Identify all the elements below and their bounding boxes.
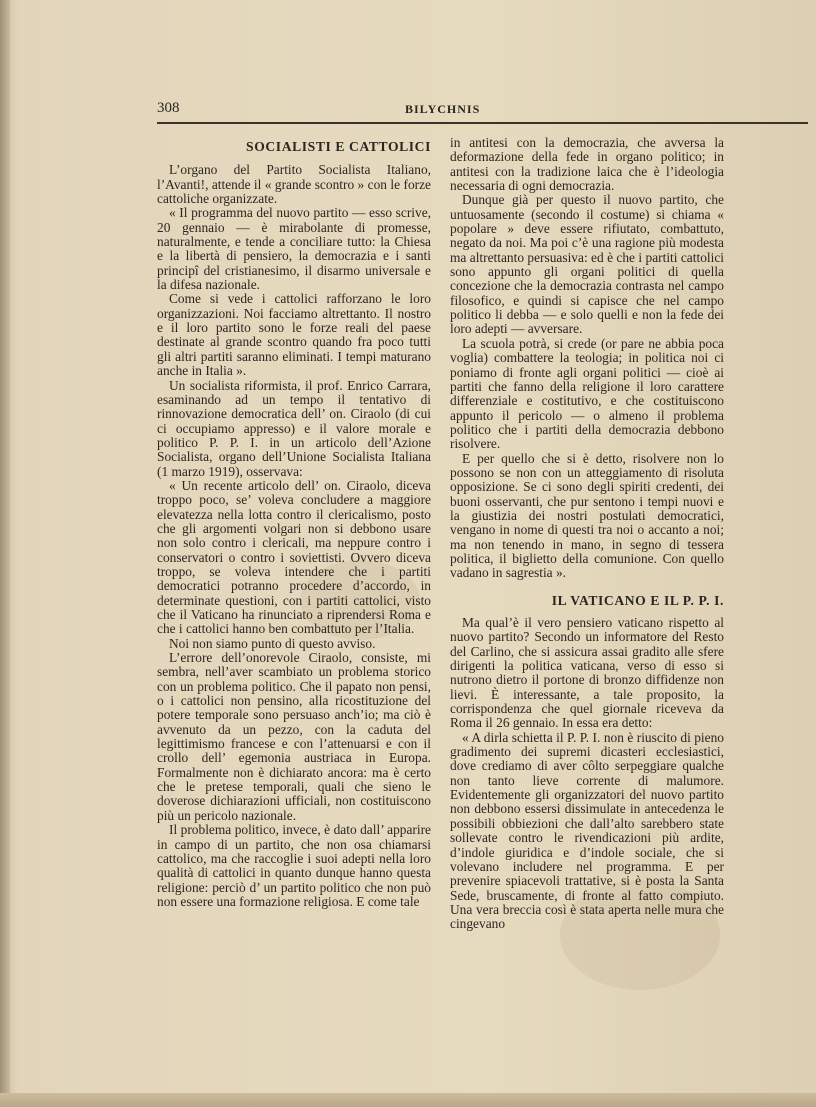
- page-number: 308: [157, 100, 180, 116]
- section-title-vaticano: IL VATICANO E IL P. P. I.: [551, 592, 724, 608]
- paragraph: « A dirla schietta il P. P. I. non è riuscito di pieno gradimento dei supremi dicasteri ecclesiastici, dove crediamo di aver côlto serpeggiare qualche non tanto lieve corrente di malumore. Evidentemente gli organizzatori del nuovo partito non debbono essersi dissimulate in antecedenza le possibili obbiezioni che dall’alto sarebbero state sollevate contro le rivendicazioni più ardite, d’indole giuridica e d’indole sociale, che si volevano includere nel programma. E per prevenire spiacevoli trattative, si è posta la Santa Sede, bruscamente, di fronte al fatto compiuto. Una vera breccia così è stata aperta nelle mura che cingevano: [450, 729, 724, 932]
- paragraph: L’organo del Partito Socialista Italiano, l’Avanti!, attende il « grande scontro » con le forze cattoliche organizzate.: [157, 162, 431, 207]
- page-bottom-edge: [0, 1093, 816, 1107]
- header-rule: [157, 122, 808, 124]
- running-title: BILYCHNIS: [405, 102, 481, 116]
- paragraph: La scuola potrà, si crede (or pare ne abbia poca voglia) combattere la teologia; in politica noi ci poniamo di fronte agli organi politici — cioè ai partiti che fanno della religione il loro carattere differenziale e costitutivo, e che costituiscono appunto il pericolo — o almeno il problema politico che i partiti della democrazia debbono risolvere.: [450, 335, 724, 452]
- paragraph: E per quello che si è detto, risolvere non lo possono se non con un atteggiamento di risoluta opposizione. Se ci sono degli spiriti credenti, dei buoni osservanti, che pur sentono i tempi nuovi e la giustizia dei nostri postulati democratici, vengano in nome di questi tra noi o accanto a noi; ma non tenendo in mano, in segno di tessera politica, il biglietto della comunione. Con quello vadano in sagrestia ».: [450, 450, 724, 581]
- paragraph: Il problema politico, invece, è dato dall’ apparire in campo di un partito, che non osa chiamarsi cattolico, ma che raccoglie i suoi adepti nella loro qualità di cattolici in quanto dunque hanno questa religione: perciò d’ un partito politico che non può non essere una formazione religiosa. E come tale: [157, 822, 431, 909]
- paragraph: Noi non siamo punto di questo avviso.: [169, 635, 376, 651]
- paragraph: Un socialista riformista, il prof. Enrico Carrara, esaminando ad un tempo il tentativo di rinnovazione democratica dell’ on. Ciraolo (di cui ci occupiamo appresso) e il valore morale e politico P. P. I. in un articolo dell’Azione Socialista, organo dell’Unione Socialista Italiana (1 marzo 1919), osservava:: [157, 377, 431, 479]
- section-title-socialisti: SOCIALISTI E CATTOLICI: [246, 139, 431, 154]
- paragraph: in antitesi con la democrazia, che avversa la deformazione della fede in organo politico; in antitesi con la tradizione laica che è l’ideologia necessaria di ogni democrazia.: [450, 135, 724, 194]
- paragraph: « Il programma del nuovo partito — esso scrive, 20 gennaio — è mirabolante di promesse, naturalmente, e tende a conciliare tutto: la Chiesa e la libertà di pensiero, la democrazia e i santi principî del cristianesimo, il disarmo universale e la difesa nazionale.: [157, 205, 431, 293]
- page-binding-shadow: [0, 0, 10, 1107]
- left-column: [157, 137, 431, 909]
- paragraph: L’errore dell’onorevole Ciraolo, consiste, mi sembra, nell’aver scambiato un problema storico con un problema politico. Che il papato non pensi, o i cattolici non pensino, alla ricostituzione del potere temporale sono persuaso anch’io; ma ciò è avvenuto da un pezzo, con la caduta del legittimismo francese e con l’attenuarsi e con il crollo dell’ egemonia austriaca in Europa. Formalmente non è dichiarato ancora: ma è certo che le pretese temporali, quali che sieno le doverose dichiarazioni ufficiali, non costituiscono più un pericolo nazionale.: [157, 650, 431, 823]
- page-header: [157, 100, 808, 122]
- paragraph: Dunque già per questo il nuovo partito, che untuosamente (secondo il costume) si chiama « popolare » deve essere rifiutato, combattuto, negato da noi. Ma poi c’è una ragione più modesta ma altrettanto persuasiva: ed è che i partiti cattolici sono appunto gli organi politici di quella concezione che la democrazia contrasta nel campo filosofico, e quindi si capisce che nel campo politico li debba — e solo quelli e non la fede dei loro adepti — avversare.: [450, 192, 724, 337]
- paragraph: Ma qual’è il vero pensiero vaticano rispetto al nuovo partito? Secondo un informatore del Resto del Carlino, che si assicura assai gradito alle sfere dirigenti la politica vaticana, verso di esso si nutrono dietro il portone di bronzo diffidenze non lievi. È interessante, a tale proposito, la corrispondenza che quel giornale riceveva da Roma il 26 gennaio. In essa era detto:: [450, 615, 724, 731]
- paragraph: « Un recente articolo dell’ on. Ciraolo, diceva troppo poco, se’ voleva concludere a maggiore elevatezza nella lotta contro il clericalismo, posto che gli argomenti volgari non si debbono usare non solo contro i clericali, ma neppure contro i conservatori o contro i soviettisti. Ovvero diceva troppo, se voleva intendere che i partiti democratici potranno procedere d’accordo, in determinate questioni, con i partiti cattolici, visto che il Vaticano ha rinunciato a riprendersi Roma e che i cattolici hanno ben combattuto per l’Italia.: [157, 477, 431, 637]
- paragraph: Come si vede i cattolici rafforzano le loro organizzazioni. Noi facciamo altrettanto. Il nostro e il loro partito sono le forze reali del paese destinate al grande scontro quando fra poco tutti gli altri partiti saranno eliminati. I tempi maturano anche in Italia ».: [157, 291, 431, 379]
- right-column: [450, 136, 724, 932]
